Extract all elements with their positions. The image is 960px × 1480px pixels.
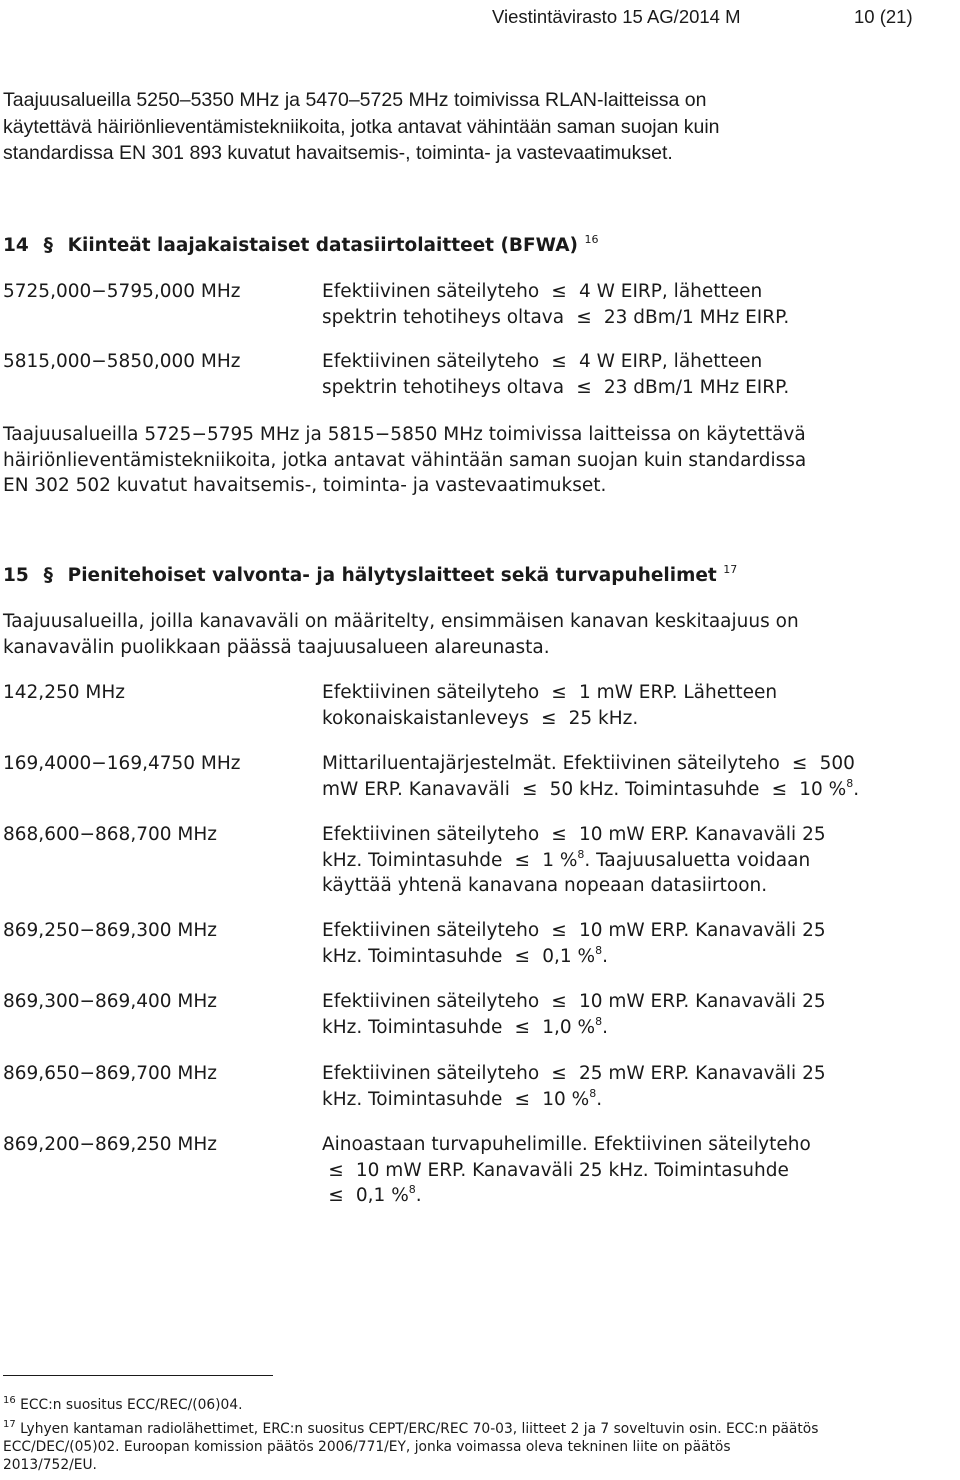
section-14-closing-paragraph: Taajuusalueilla 5725−5795 MHz ja 5815−5850 MHz toimivissa laitteissa on käytettävä häiriönlieventämistekniikoita, jotka antavat vähintään saman suojan kuin standardissa EN 302 502 kuvatut havaitsemis-, toiminta- ja vastevaatimukset. xyxy=(3,424,807,496)
le-icon: ≤ xyxy=(551,1063,567,1084)
entry-description: Efektiivinen säteilyteho ≤ 10 mW ERP. Kanavaväli 25 kHz. Toimintasuhde ≤ 1 %$^8$. Taajuusaluetta voidaan käyttää yhtenä kanavana nopeaan datasiirtoon. xyxy=(322,824,826,896)
intro-line: Taajuusalueilla 5250–5350 MHz ja 5470–5725 MHz toimivissa RLAN-laitteissa on xyxy=(3,89,707,111)
le-icon: ≤ xyxy=(514,849,531,871)
le-icon: ≤ xyxy=(514,1016,531,1038)
footnote-ref: 16 xyxy=(584,233,599,246)
intro-paragraph xyxy=(3,87,958,167)
section-number: 14 xyxy=(3,235,29,256)
le-icon: ≤ xyxy=(540,707,557,729)
footnote-ref: 8 xyxy=(577,847,585,861)
footnote: $^{17}$ Lyhyen kantaman radiolähettimet, ERC:n suositus CEPT/ERC/REC 70-03, liitteet 2 ja 7 soveltuvin osin. ECC:n päätös ECC/DEC/(05)02. Euroopan komission päätös 2006/771/EY, jonka voimassa oleva tekninen liite on päätös 2013/752/EU. xyxy=(3,1419,819,1473)
footnote-ref: 17 xyxy=(723,563,738,576)
section-sign-icon: § xyxy=(43,235,53,256)
frequency-range: 869,300−869,400 MHz xyxy=(3,991,217,1012)
frequency-range: 869,250−869,300 MHz xyxy=(3,920,217,941)
le-icon: ≤ xyxy=(551,682,567,703)
footnote-number: 17 xyxy=(3,1419,16,1430)
entry-description: Efektiivinen säteilyteho ≤ 10 mW ERP. Kanavaväli 25 kHz. Toimintasuhde ≤ 1,0 %$^8$. xyxy=(322,989,922,1040)
entry-description: Efektiivinen säteilyteho ≤ 1 mW ERP. Lähetteen kokonaiskaistanleveys ≤ 25 kHz. xyxy=(322,680,922,731)
le-icon: ≤ xyxy=(576,376,592,398)
frequency-range: 869,650−869,700 MHz xyxy=(3,1063,217,1084)
footnote-ref: 8 xyxy=(595,1014,603,1028)
document-header-title: Viestintävirasto 15 AG/2014 M xyxy=(492,6,741,27)
footnote-number: 16 xyxy=(3,1395,16,1406)
frequency-range: 868,600−868,700 MHz xyxy=(3,824,217,845)
frequency-range: 5815,000−5850,000 MHz xyxy=(3,351,241,372)
footnote: $^{16}$ ECC:n suositus ECC/REC/(06)04. xyxy=(3,1395,243,1413)
le-icon: ≤ xyxy=(328,1159,344,1181)
le-icon: ≤ xyxy=(576,306,592,328)
le-icon: ≤ xyxy=(551,281,567,302)
le-icon: ≤ xyxy=(521,778,538,800)
footnote-ref: 8 xyxy=(589,1086,597,1100)
entry-description: Efektiivinen säteilyteho ≤ 4 W EIRP, lähetteen spektrin tehotiheys oltava ≤ 23 dBm/1 MHz EIRP. xyxy=(322,349,922,400)
footnote-ref: 8 xyxy=(595,943,603,957)
entry-description: Efektiivinen säteilyteho ≤ 4 W EIRP, lähetteen spektrin tehotiheys oltava ≤ 23 dBm/1 MHz EIRP. xyxy=(322,279,922,330)
intro-line: standardissa EN 301 893 kuvatut havaitsemis-, toiminta- ja vastevaatimukset. xyxy=(3,142,673,164)
footnote-divider xyxy=(3,1375,273,1376)
section-15-heading xyxy=(3,563,737,589)
section-title: Kiinteät laajakaistaiset datasiirtolaitteet (BFWA) xyxy=(67,235,578,256)
frequency-range: 169,4000−169,4750 MHz xyxy=(3,753,241,774)
entry-description: Efektiivinen säteilyteho ≤ 10 mW ERP. Kanavaväli 25 kHz. Toimintasuhde ≤ 0,1 %$^8$. xyxy=(322,918,922,969)
le-icon: ≤ xyxy=(551,351,567,372)
frequency-range: 5725,000−5795,000 MHz xyxy=(3,281,241,302)
le-icon: ≤ xyxy=(791,753,808,774)
le-icon: ≤ xyxy=(328,1185,344,1206)
entry-description: Ainoastaan turvapuhelimille. Efektiivinen säteilyteho ≤ 10 mW ERP. Kanavaväli 25 kHz. Toimintasuhde ≤ 0,1 %$^8$. xyxy=(322,1132,922,1209)
section-sign-icon: § xyxy=(43,565,53,586)
page-number: 10 (21) xyxy=(854,6,913,27)
footnote-ref: 8 xyxy=(846,776,854,790)
section-15-intro-paragraph: Taajuusalueilla, joilla kanavaväli on määritelty, ensimmäisen kanavan keskitaajuus on kanavavälin puolikkaan päässä taajuusalueen alareunasta. xyxy=(3,611,799,658)
le-icon: ≤ xyxy=(551,991,567,1012)
section-14-heading xyxy=(3,233,598,259)
le-icon: ≤ xyxy=(551,824,567,845)
section-number: 15 xyxy=(3,565,29,586)
frequency-range: 142,250 MHz xyxy=(3,682,125,703)
le-icon: ≤ xyxy=(514,1088,531,1110)
le-icon: ≤ xyxy=(771,778,788,800)
intro-line: käytettävä häiriönlieventämistekniikoita, jotka antavat vähintään saman suojan kuin xyxy=(3,115,720,138)
section-title: Pienitehoiset valvonta- ja hälytyslaitteet sekä turvapuhelimet xyxy=(67,565,717,586)
entry-description: Efektiivinen säteilyteho ≤ 25 mW ERP. Kanavaväli 25 kHz. Toimintasuhde ≤ 10 %$^8$. xyxy=(322,1061,922,1112)
frequency-range: 869,200−869,250 MHz xyxy=(3,1134,217,1155)
le-icon: ≤ xyxy=(514,945,531,967)
entry-description: Mittariluentajärjestelmät. Efektiivinen säteilyteho ≤ 500 mW ERP. Kanavaväli ≤ 50 kHz. Toimintasuhde ≤ 10 %$^8$. xyxy=(322,751,922,802)
le-icon: ≤ xyxy=(551,920,567,941)
footnote-ref: 8 xyxy=(408,1183,416,1196)
